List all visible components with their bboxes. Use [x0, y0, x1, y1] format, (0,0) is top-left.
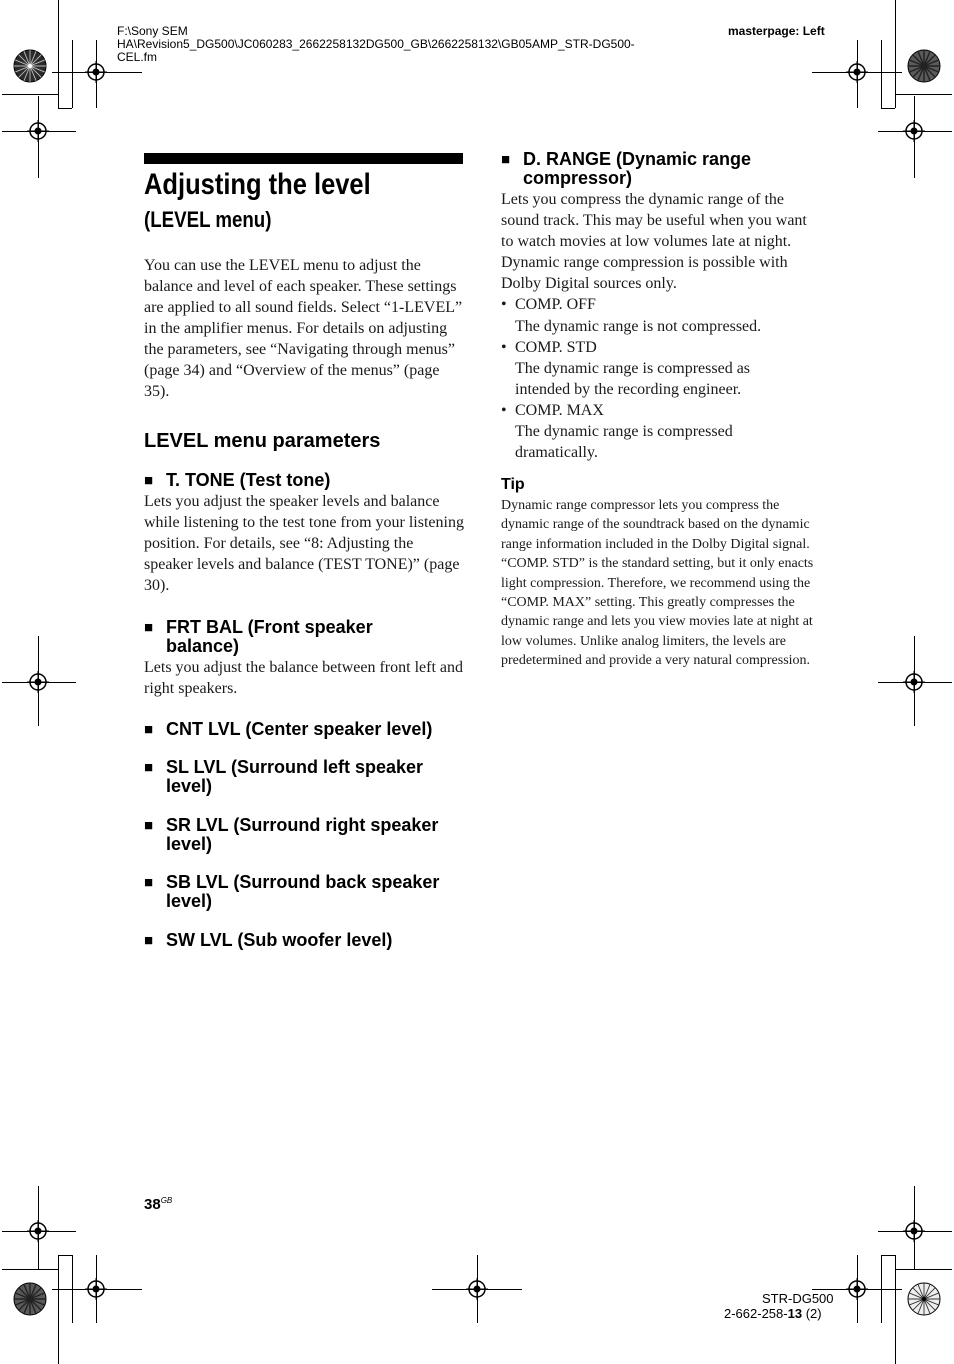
- crop-mark: [896, 1269, 952, 1270]
- model-number: STR-DG500: [762, 1291, 834, 1306]
- param-heading-sw-lvl: [144, 931, 474, 950]
- registration-mark: [27, 120, 49, 142]
- list-item: [501, 337, 823, 400]
- param-heading-d-range: [501, 150, 801, 188]
- registration-mark: [903, 1220, 925, 1242]
- tip-heading: Tip: [501, 476, 525, 493]
- crop-mark: [58, 1255, 59, 1364]
- param-desc-t-tone: Lets you adjust the speaker levels and balance while listening to the test tone from your listening position. For details, see “8: Adjusting the speaker levels and balance (TEST TONE)” (page 30).: [144, 493, 464, 594]
- square-bullet-icon: ■: [144, 472, 154, 489]
- file-path-line-1: F:\Sony SEM: [117, 24, 188, 38]
- param-heading-label: CNT LVL (Center speaker level): [166, 719, 433, 739]
- registration-mark: [846, 1278, 868, 1300]
- param-heading-label: SW LVL (Sub woofer level): [166, 930, 393, 950]
- file-path-line-2: HA\Revision5_DG500\JC060283_2662258132DG500_GB\2662258132\GB05AMP_STR-DG500-: [117, 37, 635, 51]
- bullet-icon: •: [501, 402, 507, 419]
- crop-mark: [58, 108, 72, 109]
- param-heading-label: T. TONE (Test tone): [166, 470, 331, 490]
- square-bullet-icon: ■: [144, 874, 154, 891]
- registration-mark: [846, 61, 868, 83]
- list-item: [501, 400, 823, 463]
- page-title: Adjusting the level: [144, 168, 371, 201]
- comp-options-list: [501, 294, 823, 463]
- param-heading-sb-lvl: [144, 873, 464, 911]
- option-desc: The dynamic range is compressed dramatically.: [515, 423, 733, 461]
- crop-mark: [881, 1255, 895, 1256]
- file-path: [117, 25, 717, 64]
- param-heading-label: D. RANGE (Dynamic range compressor): [523, 149, 752, 188]
- square-bullet-icon: ■: [144, 932, 154, 949]
- param-desc-d-range: Lets you compress the dynamic range of the sound track. This may be useful when you want to watch movies at low volumes late at night. Dynamic range compression is possible with Dolby Digital sources only.: [501, 191, 807, 292]
- registration-mark: [466, 1278, 488, 1300]
- registration-mark: [85, 61, 107, 83]
- tip-paragraph: Dynamic range compressor lets you compress the dynamic range of the soundtrack based on the dynamic range information included in the Dolby Digital signal.: [501, 498, 810, 552]
- title-rule: [144, 153, 463, 164]
- param-heading-label: SB LVL (Surround back speaker level): [166, 872, 440, 911]
- param-heading-label: SR LVL (Surround right speaker level): [166, 815, 439, 854]
- section-heading: LEVEL menu parameters: [144, 430, 381, 452]
- color-target-icon: [13, 1282, 47, 1316]
- file-path-line-3: CEL.fm: [117, 50, 158, 64]
- bullet-icon: •: [501, 296, 507, 313]
- part-code: [724, 1307, 822, 1320]
- registration-mark: [27, 671, 49, 693]
- page-subtitle: (LEVEL menu): [144, 207, 272, 232]
- crop-mark: [895, 0, 896, 108]
- intro-paragraph: You can use the LEVEL menu to adjust the balance and level of each speaker. These settings are applied to all sound fields. Select “1-LEVEL” in the amplifier menus. For details on adjusting the parameters, see “Navigating through menus” (page 34) and “Overview of the menus” (page 35).: [144, 257, 463, 400]
- list-item: [501, 294, 823, 337]
- crop-mark: [895, 1255, 896, 1364]
- param-heading-cnt-lvl: [144, 720, 474, 739]
- param-heading-sl-lvl: [144, 758, 454, 796]
- param-desc-frt-bal: Lets you adjust the balance between front left and right speakers.: [144, 659, 463, 697]
- square-bullet-icon: ■: [144, 619, 154, 636]
- crop-mark: [72, 40, 73, 108]
- square-bullet-icon: ■: [144, 817, 154, 834]
- crop-mark: [896, 94, 952, 95]
- color-target-icon: [907, 1282, 941, 1316]
- option-desc: The dynamic range is not compressed.: [515, 318, 762, 335]
- registration-mark: [903, 120, 925, 142]
- crop-mark: [881, 108, 895, 109]
- masterpage-label: masterpage: Left: [728, 24, 825, 38]
- crop-mark: [2, 94, 58, 95]
- crop-mark: [2, 1269, 58, 1270]
- color-target-icon: [907, 49, 941, 83]
- registration-mark: [903, 671, 925, 693]
- param-heading-frt-bal: [144, 618, 444, 656]
- square-bullet-icon: ■: [501, 151, 511, 168]
- param-heading-sr-lvl: [144, 816, 464, 854]
- tip-body: [501, 496, 821, 671]
- option-label: COMP. OFF: [515, 296, 596, 313]
- square-bullet-icon: ■: [144, 721, 154, 738]
- page-number-suffix: GB: [160, 1196, 173, 1205]
- page-number: [144, 1196, 172, 1213]
- option-desc: The dynamic range is compressed as intended by the recording engineer.: [515, 360, 751, 398]
- crop-mark: [881, 40, 882, 108]
- param-heading-label: FRT BAL (Front speaker balance): [166, 617, 373, 656]
- part-code-suffix: (2): [802, 1306, 822, 1321]
- registration-mark: [85, 1278, 107, 1300]
- part-code-prefix: 2-662-258-: [724, 1306, 788, 1321]
- option-label: COMP. STD: [515, 339, 597, 356]
- registration-mark: [27, 1220, 49, 1242]
- bullet-icon: •: [501, 339, 507, 356]
- part-code-bold: 13: [787, 1306, 803, 1321]
- page-number-value: 38: [144, 1196, 161, 1213]
- square-bullet-icon: ■: [144, 759, 154, 776]
- tip-paragraph: “COMP. STD” is the standard setting, but it only enacts light compression. Therefore, we recommend using the “COMP. MAX” setting. This greatly compresses the dynamic range and lets you view movies late at night at low volumes. Unlike analog limiters, the levels are predetermined and provide a very natural compression.: [501, 556, 814, 669]
- param-heading-label: SL LVL (Surround left speaker level): [166, 757, 424, 796]
- crop-mark: [58, 0, 59, 108]
- param-heading-t-tone: [144, 471, 464, 490]
- color-target-icon: [13, 49, 47, 83]
- crop-mark: [58, 1255, 72, 1256]
- option-label: COMP. MAX: [515, 402, 604, 419]
